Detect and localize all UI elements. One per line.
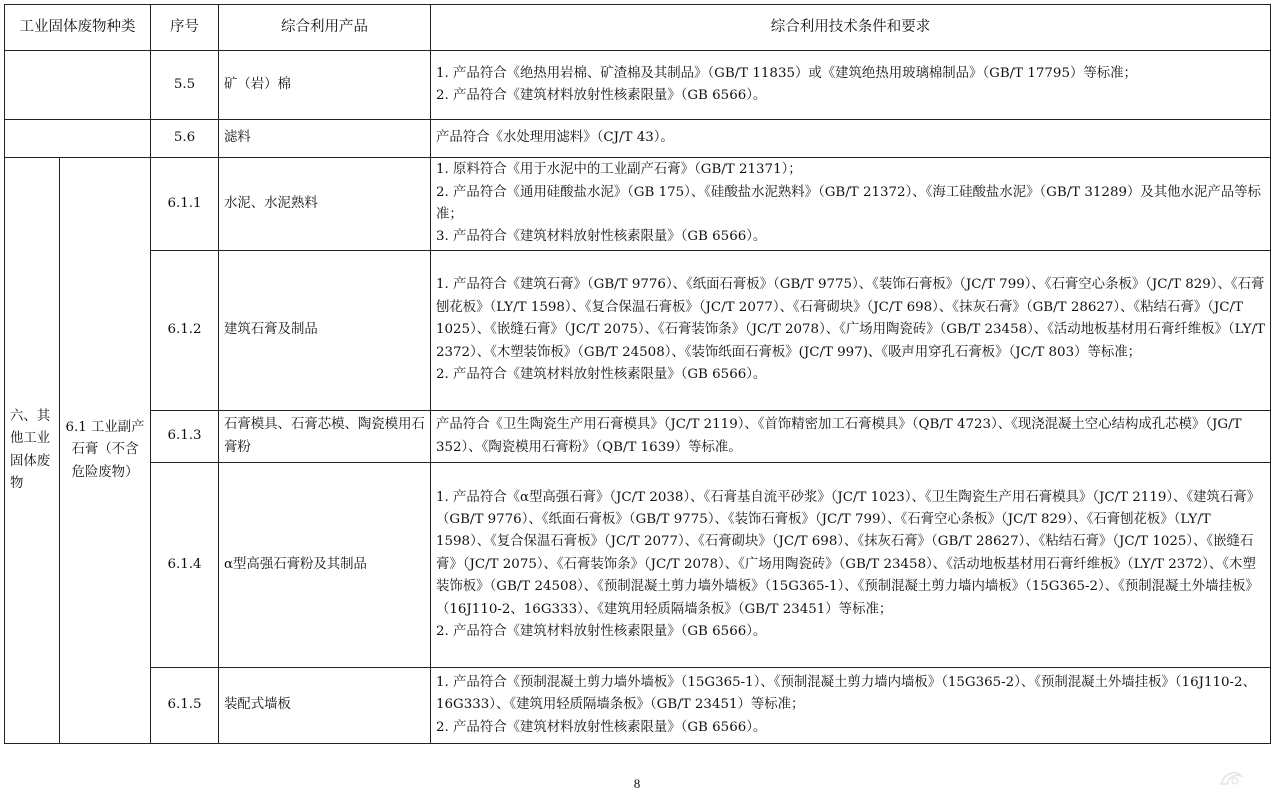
requirement-line: 3. 产品符合《建筑材料放射性核素限量》（GB 6566）。 bbox=[436, 229, 767, 245]
category-6-cell bbox=[5, 158, 60, 744]
table-row bbox=[5, 51, 1271, 120]
requirement-line: 1. 产品符合《α型高强石膏》（JC/T 2038）、《石膏基自流平砂浆》（JC/T 1023）、《卫生陶瓷生产用石膏模具》（JC/T 2119）、《建筑石膏》（GB/T 9776）、《纸面石膏板》（GB/T 9775）、《装饰石膏板》（JC/T 799）、《石膏空心条板》（JC/T 829）、《石膏刨花板》（LY/T 1598）、《复合保温石膏板》（JC/T 2077）、《石膏砌块》（JC/T 698）、《抹灰石膏》（GB/T 28627）、《粘结石膏》（JC/T 1025）、《嵌缝石膏》（JC/T 2075）、《石膏装饰条》（JC/T 2078）、《广场用陶瓷砖》（GB/T 23458）、《活动地板基材用石膏纤维板》（LY/T 2372）、《木塑装饰板》（GB/T 24508）、《预制混凝土剪力墙外墙板》（15G365-1）、《预制混凝土剪力墙内墙板》（15G365-2）、《预制混凝土外墙挂板》（16J110-2、16G333）、《建筑用轻质隔墙条板》（GB/T 23451）等标准； bbox=[436, 489, 1261, 617]
row-requirements bbox=[431, 668, 1271, 744]
row-product: 水泥、水泥熟料 bbox=[219, 158, 431, 251]
row-product: 滤料 bbox=[219, 120, 431, 158]
row-product: 石膏模具、石膏芯模、陶瓷模用石膏粉 bbox=[219, 411, 431, 463]
header-product: 综合利用产品 bbox=[219, 5, 431, 51]
category-cell-empty bbox=[5, 120, 151, 158]
table-row bbox=[5, 668, 1271, 744]
table-row bbox=[5, 158, 1271, 251]
row-product: 建筑石膏及制品 bbox=[219, 251, 431, 411]
requirement-line: 2. 产品符合《建筑材料放射性核素限量》（GB 6566）。 bbox=[436, 719, 767, 735]
row-number: 6.1.3 bbox=[151, 411, 219, 463]
requirement-line: 1. 产品符合《建筑石膏》（GB/T 9776）、《纸面石膏板》（GB/T 9775）、《装饰石膏板》（JC/T 799）、《石膏空心条板》（JC/T 829）、《石膏刨花板》（LY/T 1598）、《复合保温石膏板》（JC/T 2077）、《石膏砌块》（JC/T 698）、《抹灰石膏》（GB/T 28627）、《粘结石膏》（JC/T 1025）、《嵌缝石膏》（JC/T 2075）、《石膏装饰条》（JC/T 2078）、《广场用陶瓷砖》（GB/T 23458）、《活动地板基材用石膏纤维板》（LY/T 2372）、《木塑装饰板》（GB/T 24508）、《装饰纸面石膏板》(JC/T 997)、《吸声用穿孔石膏板》（JC/T 803）等标准； bbox=[436, 277, 1265, 360]
row-requirements bbox=[431, 251, 1271, 411]
row-number: 6.1.4 bbox=[151, 463, 219, 668]
requirement-line: 1. 产品符合《预制混凝土剪力墙外墙板》（15G365-1）、《预制混凝土剪力墙内墙板》（15G365-2）、《预制混凝土外墙挂板》（16J110-2、16G333）、《建筑用轻质隔墙条板》（GB/T 23451）等标准； bbox=[436, 674, 1256, 713]
row-number: 6.1.2 bbox=[151, 251, 219, 411]
requirement-line: 2. 产品符合《建筑材料放射性核素限量》（GB 6566）。 bbox=[436, 367, 767, 383]
category-cell-empty bbox=[5, 51, 151, 120]
category-6-label: 六、其他工业固体废物 bbox=[10, 408, 51, 491]
watermark-logo-icon bbox=[1217, 766, 1245, 790]
row-requirements bbox=[431, 51, 1271, 120]
row-product: 矿（岩）棉 bbox=[219, 51, 431, 120]
requirement-line: 1. 原料符合《用于水泥中的工业副产石膏》（GB/T 21371）； bbox=[436, 162, 802, 178]
row-number: 6.1.5 bbox=[151, 668, 219, 744]
table-row bbox=[5, 120, 1271, 158]
row-requirements bbox=[431, 120, 1271, 158]
row-number: 6.1.1 bbox=[151, 158, 219, 251]
row-product: 装配式墙板 bbox=[219, 668, 431, 744]
category-6-1-cell bbox=[60, 158, 151, 744]
header-serial-no: 序号 bbox=[151, 5, 219, 51]
row-number: 5.5 bbox=[151, 51, 219, 120]
requirement-line: 2. 产品符合《通用硅酸盐水泥》（GB 175）、《硅酸盐水泥熟料》（GB/T 21372）、《海工硅酸盐水泥》（GB/T 31289）及其他水泥产品等标准； bbox=[436, 184, 1261, 222]
table-row bbox=[5, 463, 1271, 668]
category-6-1-label: 6.1 工业副产石膏（不含危险废物） bbox=[65, 419, 145, 480]
header-requirements: 综合利用技术条件和要求 bbox=[431, 5, 1271, 51]
requirement-line: 1. 产品符合《绝热用岩棉、矿渣棉及其制品》（GB/T 11835）或《建筑绝热用玻璃棉制品》（GB/T 17795）等标准； bbox=[436, 65, 1137, 81]
header-category: 工业固体废物种类 bbox=[5, 5, 151, 51]
row-requirements bbox=[431, 463, 1271, 668]
requirement-line: 产品符合《水处理用滤料》（CJ/T 43）。 bbox=[436, 130, 674, 146]
requirement-line: 产品符合《卫生陶瓷生产用石膏模具》（JC/T 2119）、《首饰精密加工石膏模具》（QB/T 4723）、《现浇混凝土空心结构成孔芯模》（JG/T 352）、《陶瓷模用石膏粉》（QB/T 1639）等标准。 bbox=[436, 417, 1242, 455]
row-number: 5.6 bbox=[151, 120, 219, 158]
header-row bbox=[5, 5, 1271, 51]
page-number: 8 bbox=[633, 776, 641, 791]
standards-table bbox=[4, 4, 1271, 744]
table-row bbox=[5, 251, 1271, 411]
table-row bbox=[5, 411, 1271, 463]
row-requirements bbox=[431, 411, 1271, 463]
requirement-line: 2. 产品符合《建筑材料放射性核素限量》（GB 6566）。 bbox=[436, 624, 767, 640]
row-product: α型高强石膏粉及其制品 bbox=[219, 463, 431, 668]
row-requirements bbox=[431, 158, 1271, 251]
requirement-line: 2. 产品符合《建筑材料放射性核素限量》（GB 6566）。 bbox=[436, 88, 767, 103]
